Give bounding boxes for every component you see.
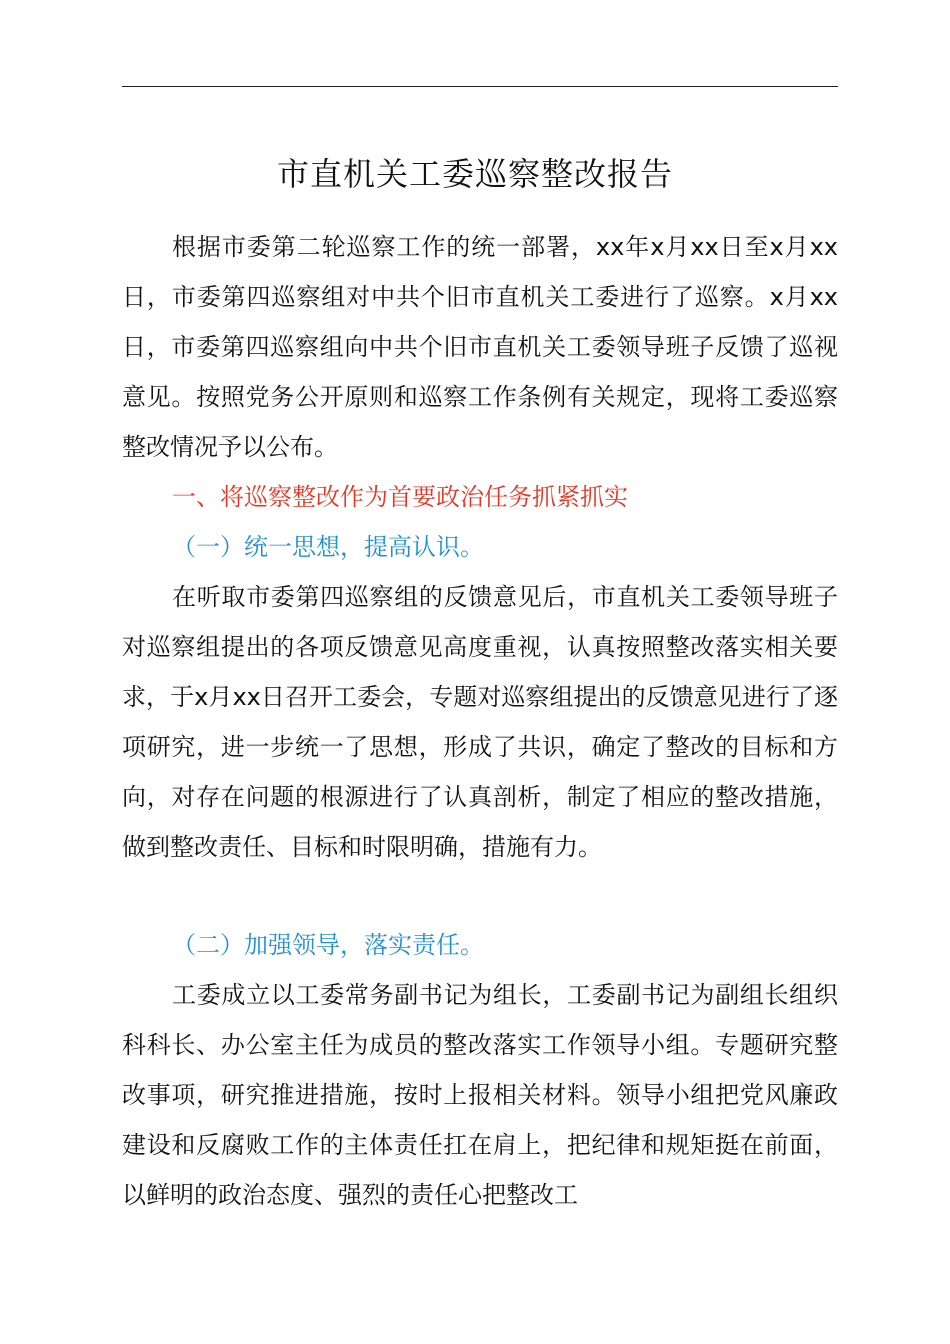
intro-paragraph: 根据市委第二轮巡察工作的统一部署，xx年x月xx日至x月xx日，市委第四巡察组对中共个旧市直机关工委进行了巡察。x月xx日，市委第四巡察组向中共个旧市直机关工委领导班子反馈了巡视意见。按照党务公开原则和巡察工作条例有关规定，现将工委巡察整改情况予以公布。 [122,233,838,461]
sub-heading-1: （一）统一思想，提高认识。 [172,533,484,561]
sub1-paragraph: 在听取市委第四巡察组的反馈意见后，市直机关工委领导班子对巡察组提出的各项反馈意见高度重视，认真按照整改落实相关要求，于x月xx日召开工委会，专题对巡察组提出的反馈意见进行了逐项研究，进一步统一了思想，形成了共识，确定了整改的目标和方向，对存在问题的根源进行了认真剖析，制定了相应的整改措施，做到整改责任、目标和时限明确，措施有力。 [122,583,838,861]
document-title: 市直机关工委巡察整改报告 [276,155,673,193]
sub-heading-2: （二）加强领导，落实责任。 [172,931,484,959]
sub2-paragraph: 工委成立以工委常务副书记为组长，工委副书记为副组长组织科科长、办公室主任为成员的整改落实工作领导小组。专题研究整改事项，研究推进措施，按时上报相关材料。领导小组把党风廉政建设和反腐败工作的主体责任扛在肩上，把纪律和规矩挺在前面，以鲜明的政治态度、强烈的责任心把整改工 [122,981,838,1209]
section-heading-1: 一、将巡察整改作为首要政治任务抓紧抓实 [172,483,628,511]
header-rule [122,86,838,87]
